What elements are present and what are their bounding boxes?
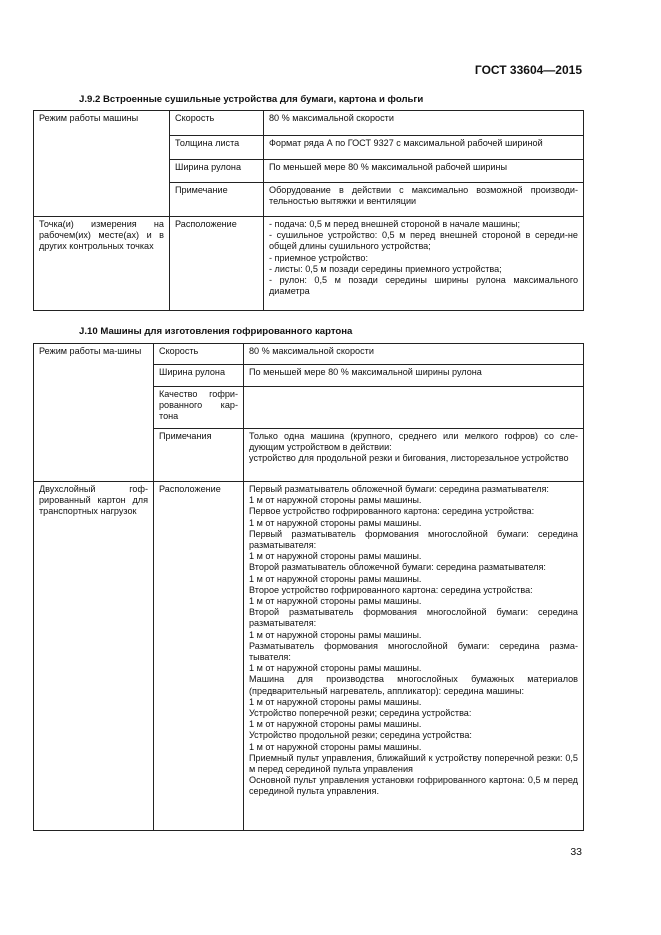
page-number: 33 [570,846,582,858]
param-cell: Примечания [154,429,244,482]
row-group-label: Режим работы машины [34,111,170,217]
param-cell: Примечание [170,183,264,217]
table-row [34,482,584,831]
param-cell: Расположение [170,217,264,311]
section-title-j92: J.9.2 Встроенные сушильные устройства для бумаги, картона и фольги [79,94,424,105]
param-cell: Ширина рулона [170,160,264,183]
table-row [34,111,584,136]
row-group-label: Режим работы ма-шины [34,344,154,482]
row-group-label: Двухслойный гоф-рированный картон для транспортных нагрузок [34,482,154,831]
value-cell: Оборудование в действии с максимально возможной производи-тельностью вытяжки и вентиляции [264,183,584,217]
value-cell [244,387,584,429]
table-j92 [33,110,584,311]
value-cell: Только одна машина (крупного, среднего или мелкого гофров) со сле-дующим устройством в действии: устройство для продольной резки и бигования, листорезальное устройство [244,429,584,482]
param-cell: Скорость [154,344,244,365]
table-row [34,344,584,365]
value-cell: 80 % максимальной скорости [264,111,584,136]
value-cell: По меньшей мере 80 % максимальной рабочей ширины [264,160,584,183]
param-cell: Качество гофри-рованного кар-тона [154,387,244,429]
param-cell: Расположение [154,482,244,831]
param-cell: Ширина рулона [154,365,244,387]
value-cell: - подача: 0,5 м перед внешней стороной в начале машины; - сушильное устройство: 0,5 м перед внешней стороной в середи-не общей длины сушильного устройства; - приемное устройство: - листы: 0,5 м позади середины приемного устройства; - рулон: 0,5 м позади середины ширины рулона максимального диаметра [264,217,584,311]
param-cell: Скорость [170,111,264,136]
value-cell: Формат ряда А по ГОСТ 9327 с максимальной рабочей шириной [264,136,584,160]
value-cell: 80 % максимальной скорости [244,344,584,365]
row-group-label: Точка(и) измерения на рабочем(их) месте(ах) и в других контрольных точках [34,217,170,311]
table-row [34,217,584,311]
value-cell: Первый разматыватель обложечной бумаги: середина разматывателя: 1 м от наружной стороны рамы машины. Первое устройство гофрированного картона: середина устройства: 1 м от наружной стороны рамы машины. Первый разматыватель формования многослойной бумаги: середина разматывателя: 1 м от наружной стороны рамы машины. Второй разматыватель обложечной бумаги: середина разматывателя: 1 м от наружной стороны рамы машины. Второе устройство гофрированного картона: середина устройства: 1 м от наружной стороны рамы машины. Второй разматыватель формования многослойной бумаги: середина разматывателя: 1 м от наружной стороны рамы машины. Разматыватель формования многослойной бумаги: середина разма-тывателя: 1 м от наружной стороны рамы машины. Машина для производства многослойных бумажных материалов (предварительный нагреватель, аппликатор): середина машины: 1 м от наружной стороны рамы машины. Устройство поперечной резки; середина устройства: 1 м от наружной стороны рамы машины. Устройство продольной резки; середина устройства: 1 м от наружной стороны рамы машины. Приемный пульт управления, ближайший к устройству поперечной резки: 0,5 м перед серединой пульта управления Основной пульт управления установки гофрированного картона: 0,5 м перед серединой пульта управления. [244,482,584,831]
value-cell: По меньшей мере 80 % максимальной ширины рулона [244,365,584,387]
standard-number: ГОСТ 33604—2015 [474,63,582,77]
section-title-j10: J.10 Машины для изготовления гофрированного картона [79,326,353,337]
param-cell: Толщина листа [170,136,264,160]
table-j10 [33,343,584,831]
